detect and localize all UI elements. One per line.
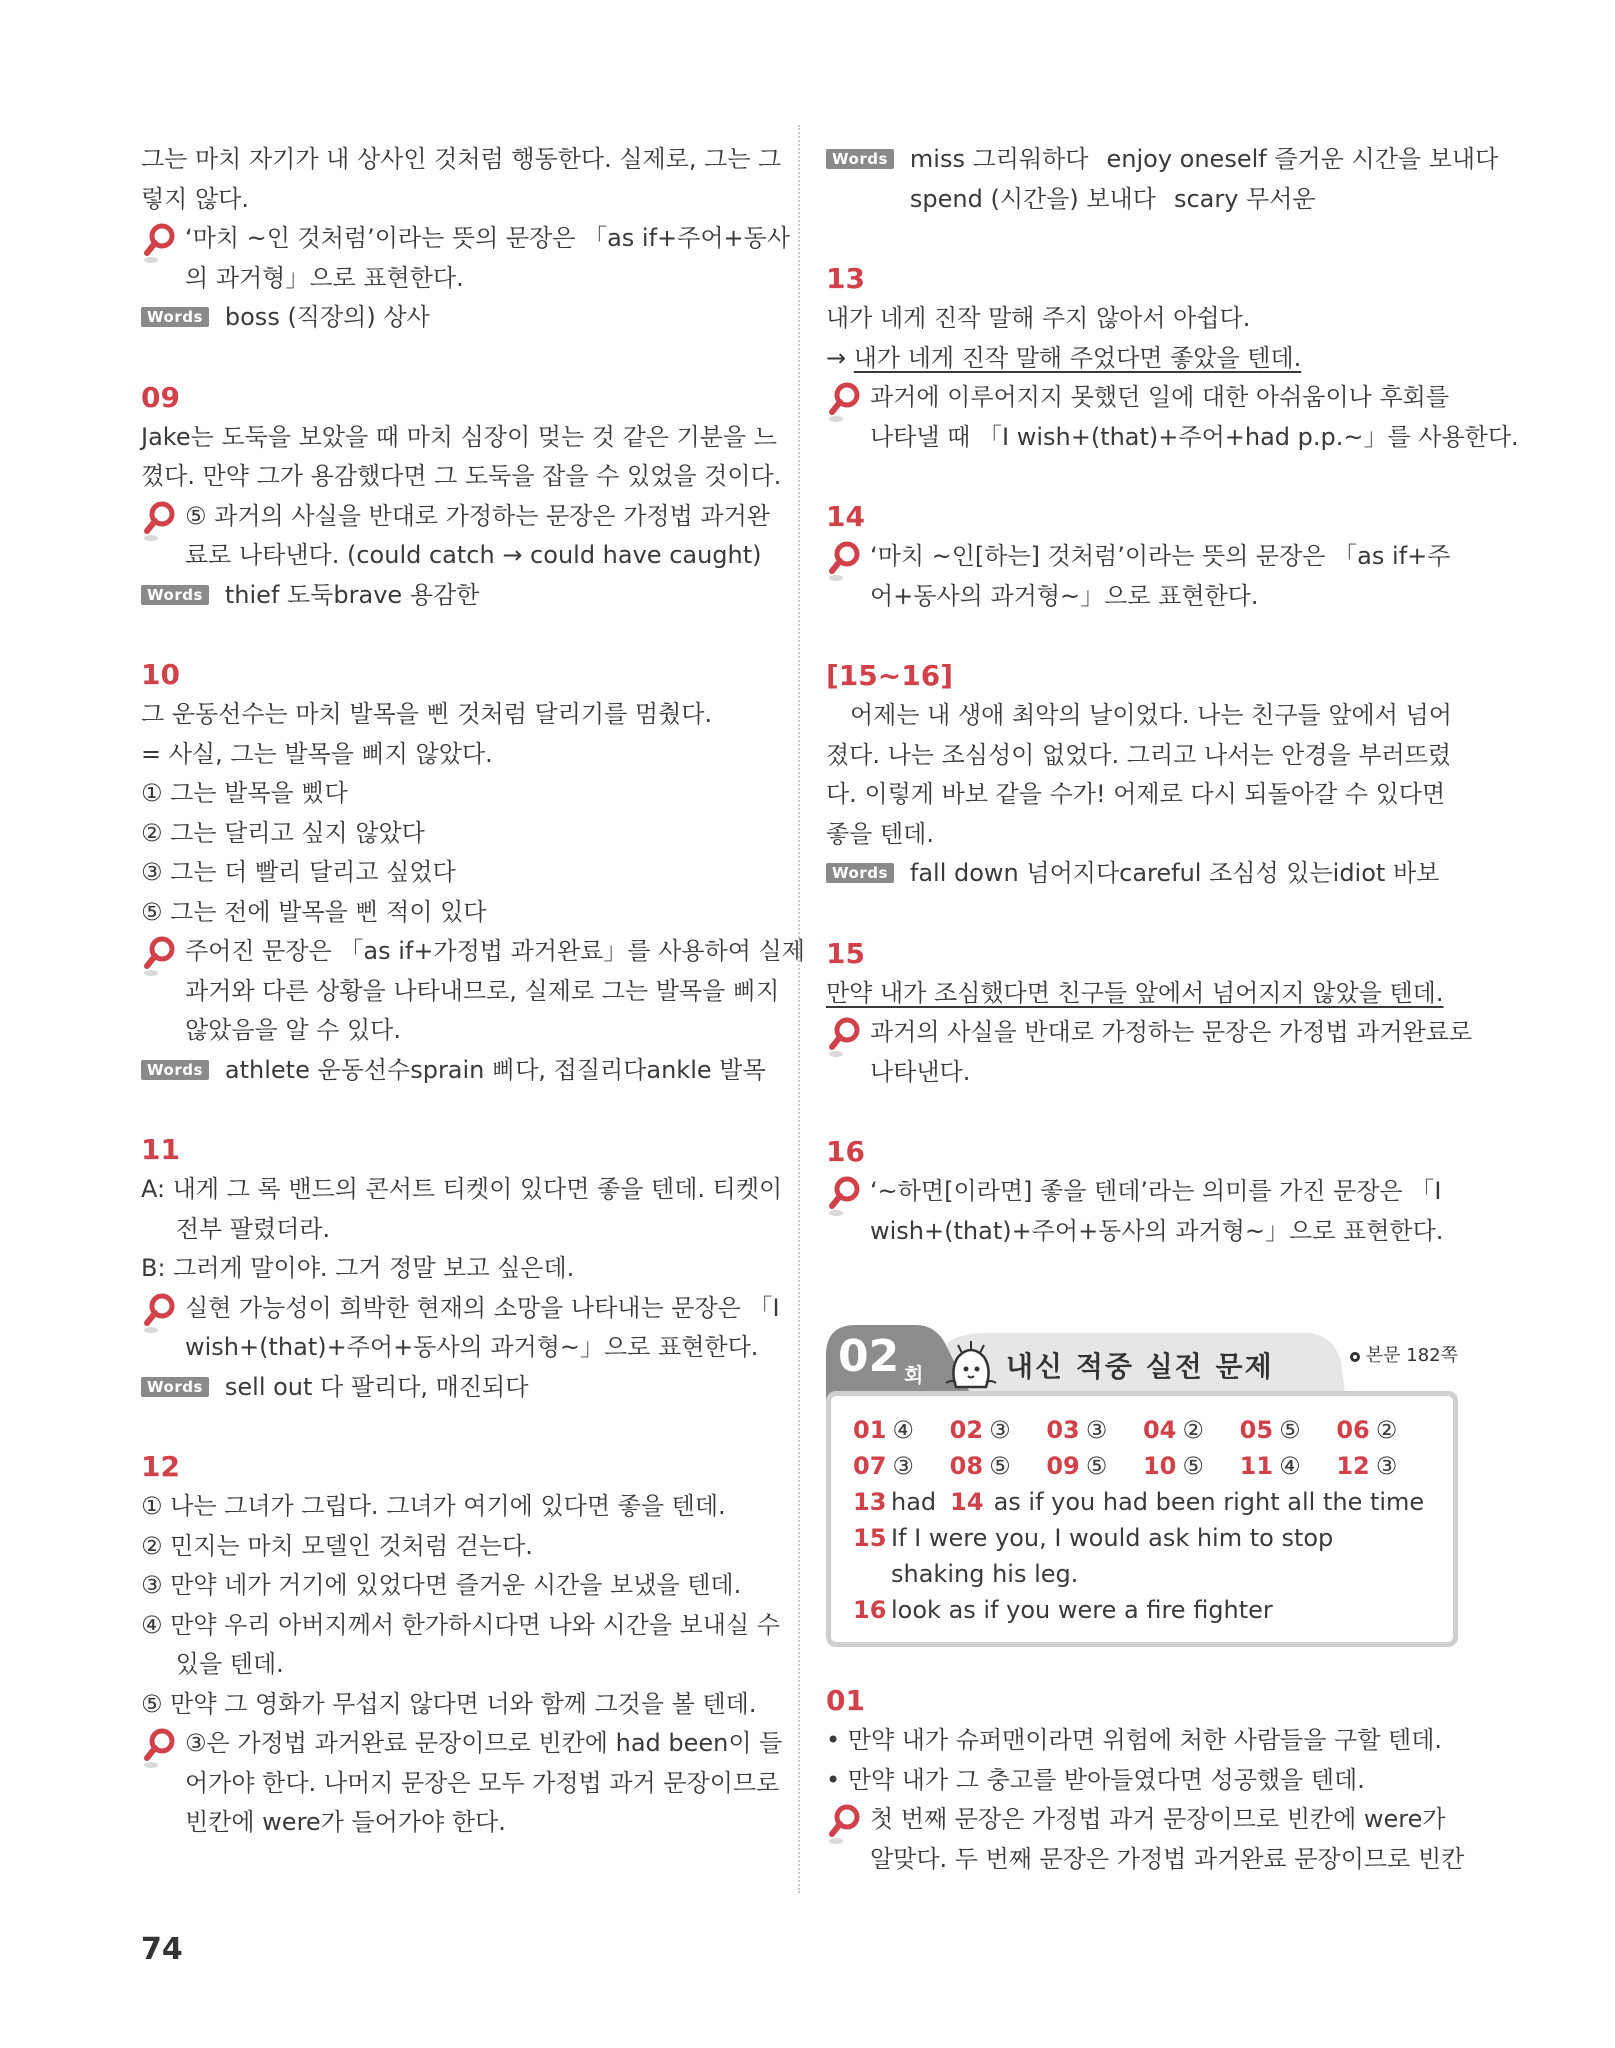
q13: [826, 259, 1519, 457]
q13-answer-text: 내가 네게 진작 말해 주었다면 좋았을 텐데.: [853, 343, 1302, 372]
word-entry: ankle 발목: [646, 1055, 766, 1084]
words-badge: Words: [141, 1060, 209, 1080]
section-ref-text: 본문 182쪽: [1365, 1345, 1458, 1366]
magnifier-pin-icon: [141, 223, 177, 265]
answer-cell: [1046, 1448, 1143, 1484]
q08-text-line-2: 렇지 않다.: [141, 184, 249, 213]
answer-text: had: [891, 1488, 937, 1516]
q10-tip-line-3: 않았음을 알 수 있다.: [185, 1016, 401, 1044]
answer-choice: ③: [1375, 1452, 1398, 1480]
q08-tail: [141, 140, 790, 338]
words-badge: Words: [141, 307, 209, 327]
q11-tip-line-2: wish+(that)+주어+동사의 과거형~」으로 표현한다.: [185, 1333, 759, 1361]
magnifier-pin-icon: [826, 1176, 862, 1218]
q10-line: ② 그는 달리고 싶지 않았다: [141, 818, 425, 847]
answer-13-14: [853, 1484, 1433, 1520]
section-page-ref: [1350, 1341, 1458, 1367]
q12-option-3: ③ 만약 네가 거기에 있었다면 즐거운 시간을 보냈을 텐데.: [141, 1571, 742, 1599]
q13-text: 내가 네게 진작 말해 주지 않아서 아쉽다.: [826, 304, 1251, 332]
q11-words: [141, 1368, 773, 1408]
q12-tip: [141, 1724, 783, 1843]
q14-tip-line-2: 어+동사의 과거형~」으로 표현한다.: [870, 581, 1259, 610]
answer-number: 09: [1046, 1452, 1080, 1480]
magnifier-pin-icon: [141, 1728, 177, 1770]
answer-grid: [853, 1412, 1433, 1484]
q13-tip: [826, 378, 1519, 457]
q01-tip: [826, 1800, 1465, 1879]
q12-tip-line-2: 어가야 한다. 나머지 문장은 모두 가정법 과거 문장이므로: [185, 1768, 780, 1797]
answer-choice: ③: [892, 1452, 914, 1480]
answer-text: look as if you were a fire fighter: [891, 1596, 1273, 1624]
words-badge: Words: [141, 1377, 209, 1397]
answer-text: If I were you, I would ask him to stop shaking his leg.: [891, 1524, 1334, 1588]
answer-number: 04: [1142, 1416, 1177, 1444]
answer-cell: [853, 1412, 950, 1448]
q09-words: [141, 576, 773, 616]
magnifier-pin-icon: [141, 1293, 177, 1335]
q01-tip-line-2: 알맞다. 두 번째 문장은 가정법 과거완료 문장이므로 빈칸: [870, 1844, 1465, 1873]
q08-text-line-1: 그는 마치 자기가 내 상사인 것처럼 행동한다. 실제로, 그는 그: [141, 145, 782, 173]
section-title: 내신 적중 실전 문제: [1006, 1350, 1274, 1383]
answer-number: 12: [1336, 1452, 1370, 1480]
word-entry: spend (시간을) 보내다: [909, 184, 1156, 213]
answer-number: 06: [1336, 1416, 1370, 1444]
word-entry: careful 조심성 있는: [1119, 859, 1333, 887]
answer-number: 11: [1239, 1452, 1274, 1480]
q16: [826, 1132, 1458, 1251]
answer-number: 15: [853, 1524, 887, 1552]
magnifier-pin-icon: [141, 501, 177, 543]
q15-tip-line-2: 나타낸다.: [870, 1057, 971, 1086]
q10-line: = 사실, 그는 발목을 삐지 않았다.: [141, 739, 493, 768]
word-entry: brave 용감한: [333, 580, 480, 609]
question-number: [15~16]: [826, 659, 953, 692]
answer-cell: [1046, 1412, 1143, 1448]
question-number: 01: [826, 1684, 865, 1717]
passage-line: 좋을 텐데.: [826, 819, 934, 848]
q10-line: ① 그는 발목을 삤다: [141, 779, 348, 807]
magnifier-pin-icon: [826, 382, 862, 424]
q11-dialog-b: B: 그러게 말이야. 그거 정말 보고 싶은데.: [141, 1254, 575, 1282]
answer-number: 02: [949, 1416, 984, 1444]
magnifier-pin-icon: [141, 936, 177, 978]
answer-choice: ②: [1182, 1416, 1204, 1444]
answer-cell: [1143, 1448, 1240, 1484]
q15-tip: [826, 1013, 1473, 1092]
answer-cell: [1143, 1412, 1240, 1448]
answer-choice: ⑤: [1182, 1452, 1204, 1480]
q12-option-4: ④ 만약 우리 아버지께서 한가하시다면 나와 시간을 보내실 수: [141, 1610, 780, 1639]
answer-cell: [1336, 1448, 1433, 1484]
passage-line: 다. 이렇게 바보 같을 수가! 어제로 다시 되돌아갈 수 있다면: [826, 780, 1446, 808]
answer-number: 05: [1239, 1416, 1274, 1444]
q13-tip-line-1: 과거에 이루어지지 못했던 일에 대한 아쉬움이나 후회를: [870, 383, 1450, 411]
word-entry: miss 그리워하다: [909, 145, 1089, 173]
answer-cell: [1336, 1412, 1433, 1448]
q10-line: 그 운동선수는 마치 발목을 삔 것처럼 달리기를 멈췄다.: [141, 700, 713, 728]
q12: [141, 1447, 783, 1843]
word-entry: enjoy oneself 즐거운 시간을 보내다: [1106, 145, 1499, 173]
question-number: 09: [141, 380, 180, 414]
q10: [141, 655, 805, 1090]
passage-line: 졌다. 나는 조심성이 없었다. 그리고 나서는 안경을 부러뜨렸: [826, 740, 1452, 769]
q01-tip-line-1: 첫 번째 문장은 가정법 과거 문장이므로 빈칸에 were가: [870, 1805, 1446, 1833]
q09: [141, 378, 782, 616]
column-divider: [798, 125, 800, 1893]
question-number: 11: [141, 1133, 180, 1166]
q16-tip-line-2: wish+(that)+주어+동사의 과거형~」으로 표현한다.: [870, 1216, 1444, 1245]
question-number: 10: [141, 658, 180, 691]
page-number: 74: [141, 1932, 183, 1967]
q08-tip-line-2: 의 과거형」으로 표현한다.: [185, 263, 464, 292]
question-number: 16: [826, 1135, 865, 1168]
word-entry: idiot 바보: [1332, 859, 1440, 887]
answer-choice: ⑤: [1085, 1452, 1108, 1480]
answer-choice: ⑤: [1279, 1416, 1301, 1444]
word-entry: sell out 다 팔리다, 매진되다: [224, 1372, 529, 1401]
q11-dialog-a: A: 내게 그 록 밴드의 콘서트 티켓이 있다면 좋을 텐데. 티켓이: [141, 1175, 783, 1203]
q12-tip-line-3: 빈칸에 were가 들어가야 한다.: [185, 1808, 506, 1836]
bullet-dot-icon: [1350, 1352, 1360, 1362]
q11: [141, 1130, 783, 1407]
q10-tip-line-2: 과거와 다른 상황을 나타내므로, 실제로 그는 발목을 삐지: [185, 976, 780, 1005]
q15-answer-text: 만약 내가 조심했다면 친구들 앞에서 넘어지지 않았을 텐데.: [826, 978, 1444, 1007]
answer-number: 14: [950, 1488, 984, 1516]
answer-number: 08: [949, 1452, 984, 1480]
word-entry: fall down 넘어지다: [909, 859, 1120, 887]
q12-option-4-cont: 있을 텐데.: [175, 1650, 284, 1678]
word-entry: sprain 삐다, 접질리다: [410, 1055, 647, 1084]
q10-words: [141, 1051, 773, 1091]
q12-option-2: ② 민지는 마치 모델인 것처럼 걷는다.: [141, 1531, 533, 1560]
q09-tip: [141, 497, 773, 576]
q15-16-passage: [826, 656, 1458, 894]
q14-tip: [826, 537, 1458, 616]
magnifier-pin-icon: [826, 1804, 862, 1846]
q08-words-text: boss (직장의) 상사: [224, 303, 430, 331]
words-badge: Words: [826, 149, 894, 169]
section-hoe: 회: [904, 1363, 924, 1387]
words-badge: Words: [141, 585, 209, 605]
q09-tip-line-2: 료로 나타낸다. (could catch → could have caught): [185, 541, 762, 569]
q01: [826, 1681, 1465, 1879]
q11-dialog-a-cont: 전부 팔렸더라.: [175, 1214, 331, 1243]
left-column: [141, 140, 805, 1843]
answer-cell: [1240, 1412, 1337, 1448]
answer-number: 16: [853, 1596, 887, 1624]
q13-answer: [826, 339, 1458, 379]
answer-choice: ④: [892, 1416, 914, 1444]
q13-tip-line-2: 나타낼 때 「I wish+(that)+주어+had p.p.~」를 사용한다.: [870, 422, 1519, 451]
answer-number: 03: [1046, 1416, 1080, 1444]
word-entry: athlete 운동선수: [224, 1055, 411, 1084]
answer-number: 01: [853, 1416, 887, 1444]
answer-cell: [1240, 1448, 1337, 1484]
q11-tip: [141, 1289, 780, 1368]
q14: [826, 497, 1458, 616]
answer-15: [853, 1520, 1433, 1592]
section-number: 02: [838, 1331, 900, 1382]
q15-16-words: [826, 854, 1458, 894]
q09-tip-line-1: ⑤ 과거의 사실을 반대로 가정하는 문장은 가정법 과거완: [185, 501, 770, 530]
bullet-item: • 만약 내가 슈퍼맨이라면 위험에 처한 사람들을 구할 텐데.: [826, 1726, 1443, 1754]
magnifier-pin-icon: [826, 541, 862, 583]
q16-tip-line-1: ‘~하면[이라면] 좋을 텐데’라는 의미를 가진 문장은 「I: [870, 1177, 1442, 1205]
answer-number: 10: [1142, 1452, 1177, 1480]
answer-choice: ⑤: [989, 1452, 1011, 1480]
q11-tip-line-1: 실현 가능성이 희박한 현재의 소망을 나타내는 문장은 「I: [185, 1293, 780, 1322]
q12-tip-line-1: ③은 가정법 과거완료 문장이므로 빈칸에 had been이 들: [185, 1729, 783, 1757]
q08-tip: [141, 219, 790, 298]
answer-choice: ③: [1085, 1416, 1108, 1444]
ghost-mascot-icon: [944, 1339, 998, 1395]
question-number: 14: [826, 500, 865, 533]
q10-line: ⑤ 그는 전에 발목을 삔 적이 있다: [141, 897, 487, 926]
q10-line: ③ 그는 더 빨리 달리고 싶었다: [141, 858, 456, 886]
q08-tip-line-1: ‘마치 ~인 것처럼’이라는 뜻의 문장은 「as if+주어+동사: [185, 224, 790, 252]
question-number: 15: [826, 936, 865, 970]
q12-option-1: ① 나는 그녀가 그립다. 그녀가 여기에 있다면 좋을 텐데.: [141, 1492, 726, 1520]
right-column: [826, 140, 1519, 1879]
answer-cell: [950, 1412, 1047, 1448]
word-entry: thief 도둑: [224, 580, 334, 609]
q16-tip: [826, 1172, 1458, 1251]
q12-words: [826, 140, 1499, 219]
question-number: 13: [826, 262, 865, 295]
words-badge: Words: [826, 863, 894, 883]
q10-tip: [141, 932, 805, 1051]
bullet-item: • 만약 내가 그 충고를 받아들였다면 성공했을 텐데.: [826, 1765, 1365, 1794]
answer-number: 07: [853, 1452, 887, 1480]
answer-box: [826, 1391, 1458, 1647]
q10-tip-line-1: 주어진 문장은 「as if+가정법 과거완료」를 사용하여 실제: [185, 937, 805, 965]
q15: [826, 934, 1473, 1093]
question-number: 12: [141, 1450, 180, 1483]
passage-line: 어제는 내 생애 최악의 날이었다. 나는 친구들 앞에서 넘어: [850, 701, 1452, 729]
q08-words: [141, 298, 773, 338]
answer-cell: [853, 1448, 950, 1484]
answer-16: [853, 1592, 1433, 1628]
q09-text-line-2: 꼈다. 만약 그가 용감했다면 그 도둑을 잡을 수 있었을 것이다.: [141, 462, 782, 490]
answer-cell: [950, 1448, 1047, 1484]
q12-option-5: ⑤ 만약 그 영화가 무섭지 않다면 너와 함께 그것을 볼 텐데.: [141, 1689, 757, 1718]
answer-text: as if you had been right all the time: [993, 1488, 1425, 1516]
word-entry: scary 무서운: [1173, 184, 1316, 213]
answer-choice: ②: [1375, 1416, 1398, 1444]
q15-tip-line-1: 과거의 사실을 반대로 가정하는 문장은 가정법 과거완료로: [870, 1018, 1473, 1046]
q14-tip-line-1: ‘마치 ~인[하는] 것처럼’이라는 뜻의 문장은 「as if+주: [870, 542, 1451, 570]
magnifier-pin-icon: [826, 1017, 862, 1059]
arrow-text: →: [826, 343, 854, 372]
answer-number: 13: [853, 1488, 887, 1516]
answer-choice: ③: [989, 1416, 1011, 1444]
answer-choice: ④: [1279, 1452, 1301, 1480]
q09-text-line-1: Jake는 도둑을 보았을 때 마치 심장이 멎는 것 같은 기분을 느: [141, 422, 777, 451]
